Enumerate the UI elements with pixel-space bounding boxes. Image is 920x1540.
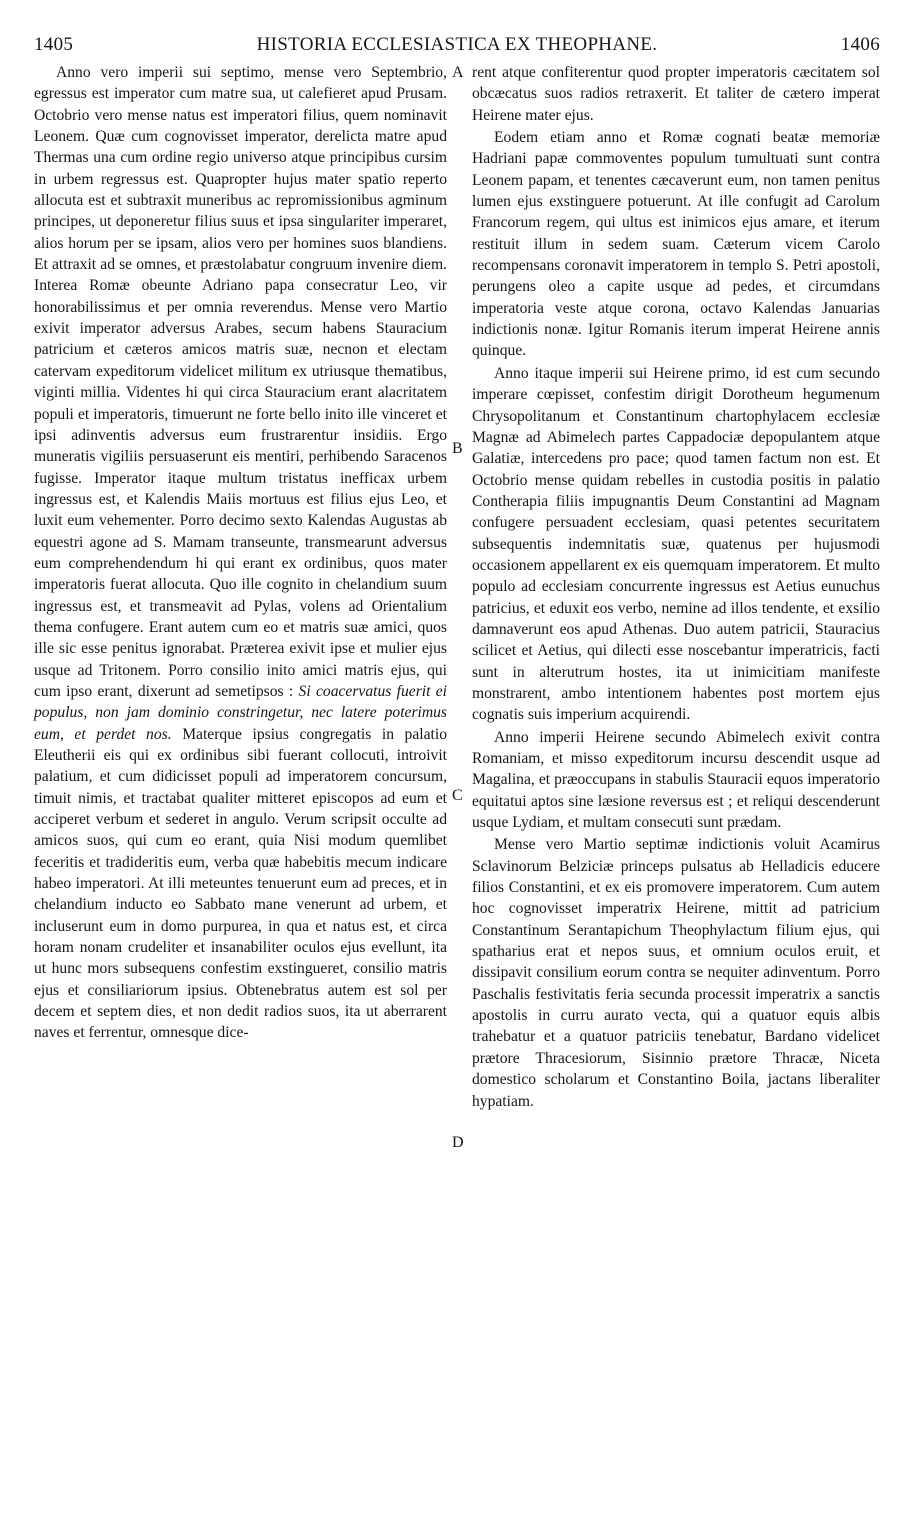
margin-letter-d: D: [452, 1134, 464, 1151]
running-title: HISTORIA ECCLESIASTICA EX THEOPHANE.: [256, 34, 658, 55]
page-number-left: 1405: [34, 34, 74, 55]
right-column: [472, 62, 880, 1112]
margin-letter-a: A: [452, 64, 464, 81]
margin-letter-b: B: [452, 440, 463, 457]
paragraph: Anno vero imperii sui septimo, mense vero Septembrio, egressus est imperator cum matre sua, ut calefieret apud Prusam. Octobrio vero mense natus est imperatori filius, quem nominavit Leonem. Quæ cum cognovisset imperator, derelicta matre apud Thermas una cum ordine regio universo atque principibus cursim in urbem regressus est. Quapropter hujus mater spatio reperto allocuta est et subtraxit muneribus ac repromissionibus agminum principes, ut deponeretur filius suus et ipsa singulariter imperaret, alios horum per se ipsam, alios vero per homines suos blandiens. Et attraxit ad se omnes, et præstolabatur congruum invenire diem. Interea Romæ obeunte Adriano papa consecratur Leo, vir honorabilissimus et per omnia reverendus. Mense vero Martio exivit imperator adversus Arabes, secum habens Stauracium patricium et cæteros amicos matris suæ, necnon et electam catervam expeditorum videlicet militum ex utriusque thematibus, viginti millia. Videntes hi qui circa Stauracium erant alacritatem populi et imperatoris, timuerunt ne forte bello inito ille vinceret et ipsi adinventis adversus eum frustrarentur insidiis. Ergo muneratis vigiliis persuaserunt eis mentiri, perhibendo Saracenos fugisse. Imperator itaque multum tristatus inefficax urbem ingressus est, et Kalendis Maiis mortuus est filius ejus Leo, et luxit eum vehementer. Porro decimo sexto Kalendas Augustas ab equestri agone ad S. Mamam transeunte, transmearunt adversus eum comprehendendum hi qui erant ex ordinibus, quos mater imperatoris fuerat allocuta. Quo ille cognito in chelandium suum ingressus est, et transmeavit ad Pylas, volens ad Orientalium thema confugere. Erant autem cum eo et matris suæ amici, quos ille sic esse penitus ignorabat. Præterea exivit ipse et mulier ejus usque ad Tritonem. Porro consilio inito amici matris ejus, qui cum ipso erant, dixerunt ad semetipsos :: [34, 64, 447, 700]
paragraph-continuation: Materque ipsius congregatis in palatio Eleutherii eis qui ex ordinibus sibi fuerant collocuti, introivit palatium, et cum didicisset populi ad imperatorem concursum, timuit nimis, et tractabat qualiter mitteret episcopos ad eum et acciperet verbum et sederet in angulo. Verum scripsit occulte ad amicos suos, qui cum eo erant, quia Nisi modum quemlibet feceritis et tradideritis eum, verba quæ habebitis mecum indicare habeo imperatori. At illi meteuntes tenuerunt eum ad preces, et in chelandium inducto eo Sabbato mane venerunt ad urbem, et incluserunt eum in domo purpurea, in qua et natus est, et circa horam nonam crudeliter et insanabiliter oculos ejus evellunt, ita ut hunc mors subsequens confestim exstingueret, consilio matris ejus et consiliariorum ipsius. Obtenebratus autem est sol per decem et septem dies, et non dedit radios suos, ita ut aberrarent naves et ferrentur, omnesque dice-: [34, 725, 447, 1042]
page-number-right: 1406: [840, 34, 880, 55]
margin-letter-c: C: [452, 787, 463, 804]
paragraph: Anno imperii Heirene secundo Abimelech exivit contra Romaniam, et misso expeditorum incursu descendit usque ad Magalina, et præoccupans in stabulis Stauracii equos imperatorio equitatui aptos sine læsione reversus est ; et reliqui descenderunt usque Lydiam, et multam consecuti sunt prædam.: [472, 728, 880, 832]
running-header: [34, 32, 880, 62]
paragraph: Anno itaque imperii sui Heirene primo, id est cum secundo imperare cœpisset, confestim dirigit Dorotheum hegumenum Chrysopolitanum et Constantinum chartophylacem ecclesiæ Magnæ ad Abimelech partes Cappadociæ depopulantem atque Galatiæ, intercedens pro pace; quod tamen factum non est. Et Octobrio mense quidam rebelles in custodia positis in palatio Contherapia filiis impugnantis Deum Constantini ad Magnam confugere persuadent ecclesiam, quasi petentes securitatem subsequentis indemnitatis suæ, quatenus per hujusmodi occasionem appellarent ex eis quemquam imperatorem. Et multo populo ad ecclesiam concurrente ingressus est Aetius eunuchus patricius, et eduxit eos verbo, nemine ad illos tendente, et exsilio damnaverunt eos apud Athenas. Duo autem patricii, Stauracius scilicet et Aetius, qui dilecti esse noscebantur imperatricis, facti sunt in alterutrum hostes, ita ut inimicitiam manifeste monstrarent, ambo intentionem habentes post mortem ejus cognatis suis imperium acquirendi.: [472, 364, 880, 724]
italic-quotation: Si coacervatus fuerit ei populus, non jam dominio constringetur, nec latere poterimus eum, et perdet nos.: [34, 682, 447, 743]
paragraph: Mense vero Martio septimæ indictionis voluit Acamirus Sclavinorum Belziciæ princeps pulsatus ab Helladicis educere filios Constantini, et ex eis promovere imperatorem. Cum autem hoc cognovisset imperatrix Heirene, mittit ad patricium Constantinum Serantapichum Theophylactum filium ejus, qui spatharius erat et nepos suus, et omnium oculos eruit, et dissipavit consilium eorum contra se nequiter adinventum. Porro Paschalis festivitatis feria secunda processit imperatrix a sanctis apostolis in curru aurato vecta, qui a quatuor equis albis trahebatur et a quatuor patriciis tenebatur, Bardano videlicet prætore Thracesiorum, Sisinnio prætore Thracæ, Niceta domestico scholarum et Constantino Boila, jactans liberaliter hypatiam.: [472, 836, 880, 1110]
left-column: [34, 62, 447, 1044]
paragraph: Eodem etiam anno et Romæ cognati beatæ memoriæ Hadriani papæ commoventes populum tumultuati sunt contra Leonem papam, et tenentes cæcaverunt eum, non tamen penitus lumen ejus exstinguere potuerunt. At ille confugit ad Carolum Francorum regem, qui ultus est inimicos ejus amare, et iterum restituit illum in sedem suam. Cæterum vicem Carolo recompensans coronavit imperatorem in templo S. Petri apostoli, perungens oleo a capite usque ad pedes, et circumdans imperatoria veste atque corona, octavo Kalendas Januarias indictionis nonæ. Igitur Romanis iterum imperat Heirene annis quinque.: [472, 129, 880, 360]
paragraph: rent atque confiterentur quod propter imperatoris cæcitatem sol obcæcatus suos radios retraxerit. Et taliter de cætero imperat Heirene mater ejus.: [472, 64, 880, 124]
